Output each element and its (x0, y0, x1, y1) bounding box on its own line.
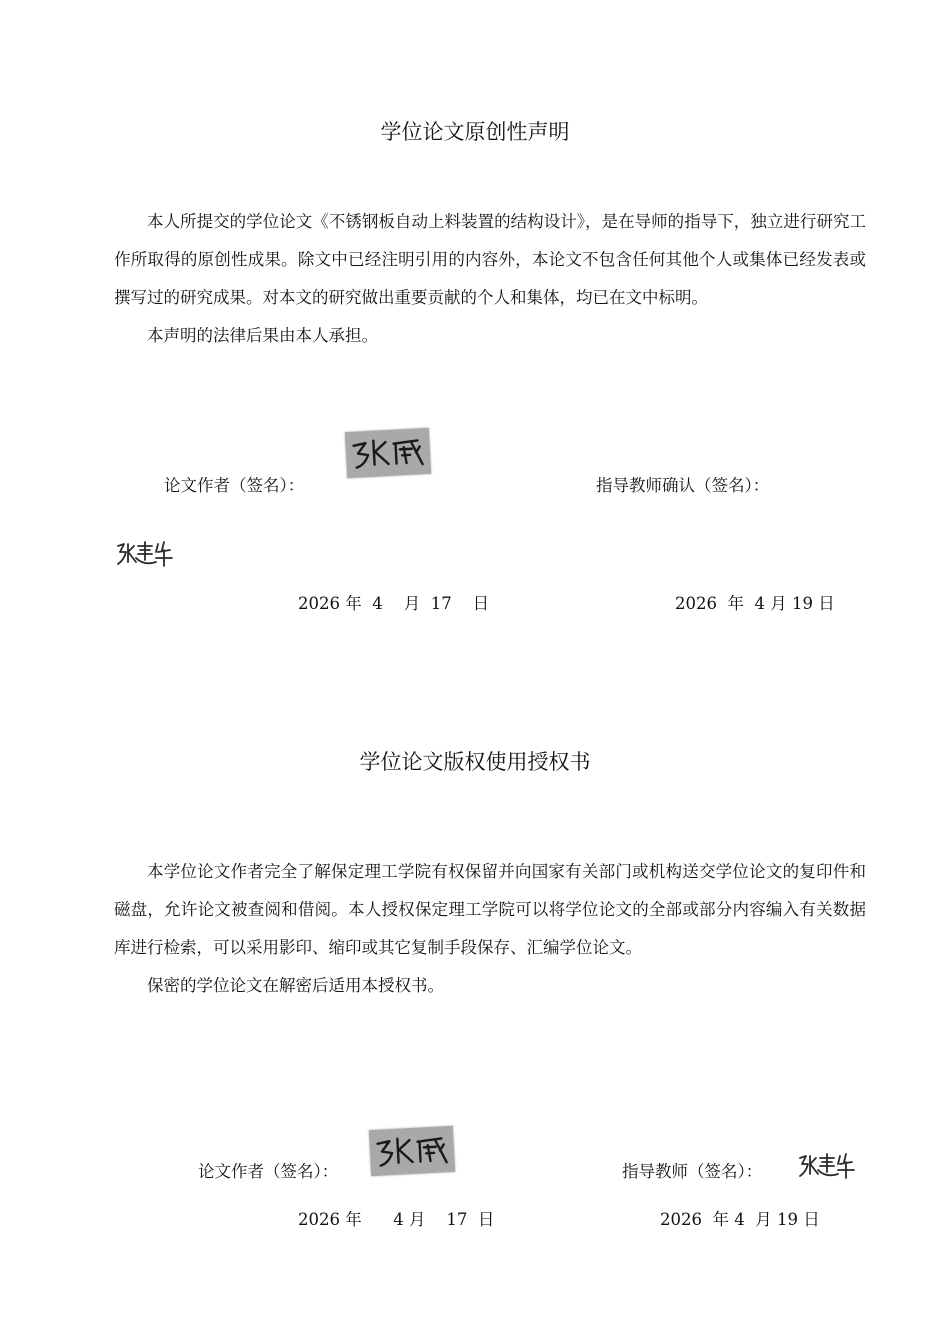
authorization-title: 学位论文版权使用授权书 (359, 750, 591, 774)
declaration-author-signature-image (345, 428, 431, 478)
authorization-paragraph-2: 保密的学位论文在解密后适用本授权书。 (147, 976, 444, 995)
handwritten-signature-author (369, 1126, 455, 1176)
declaration-advisor-signature-image (114, 538, 174, 570)
authorization-author-signature-image (369, 1126, 455, 1176)
declaration-author-label: 论文作者（签名）： (164, 476, 305, 495)
declaration-paragraph-2: 本声明的法律后果由本人承担。 (147, 326, 378, 345)
authorization-advisor-label: 指导教师（签名）： (622, 1162, 763, 1181)
authorization-paragraph-1: 本学位论文作者完全了解保定理工学院有权保留并向国家有关部门或机构送交学位论文的复印件和磁盘，允许论文被查阅和借阅。本人授权保定理工学院可以将学位论文的全部或部分内容编入有关数据库进行检索，可以采用影印、缩印或其它复制手段保存、汇编学位论文。 (114, 862, 866, 957)
authorization-body (114, 853, 866, 1005)
authorization-advisor-date: 2026 年 4 月 19 日 (660, 1210, 820, 1229)
authorization-advisor-signature-image (796, 1150, 856, 1182)
declaration-body (114, 203, 866, 355)
handwritten-signature-advisor (796, 1150, 856, 1182)
authorization-author-date: 2026 年 4 月 17 日 (298, 1210, 495, 1229)
declaration-title: 学位论文原创性声明 (380, 120, 570, 144)
declaration-advisor-label: 指导教师确认（签名）： (596, 476, 770, 495)
declaration-paragraph-1: 本人所提交的学位论文《不锈钢板自动上料装置的结构设计》，是在导师的指导下，独立进行研究工作所取得的原创性成果。除文中已经注明引用的内容外，本论文不包含任何其他个人或集体已经发表或撰写过的研究成果。对本文的研究做出重要贡献的个人和集体，均已在文中标明。 (114, 212, 866, 307)
handwritten-signature-author (345, 428, 431, 478)
handwritten-signature-advisor (114, 538, 174, 570)
declaration-author-date: 2026 年 4 月 17 日 (298, 594, 490, 613)
authorization-author-label: 论文作者（签名）： (198, 1162, 339, 1181)
declaration-advisor-date: 2026 年 4 月 19 日 (675, 594, 835, 613)
